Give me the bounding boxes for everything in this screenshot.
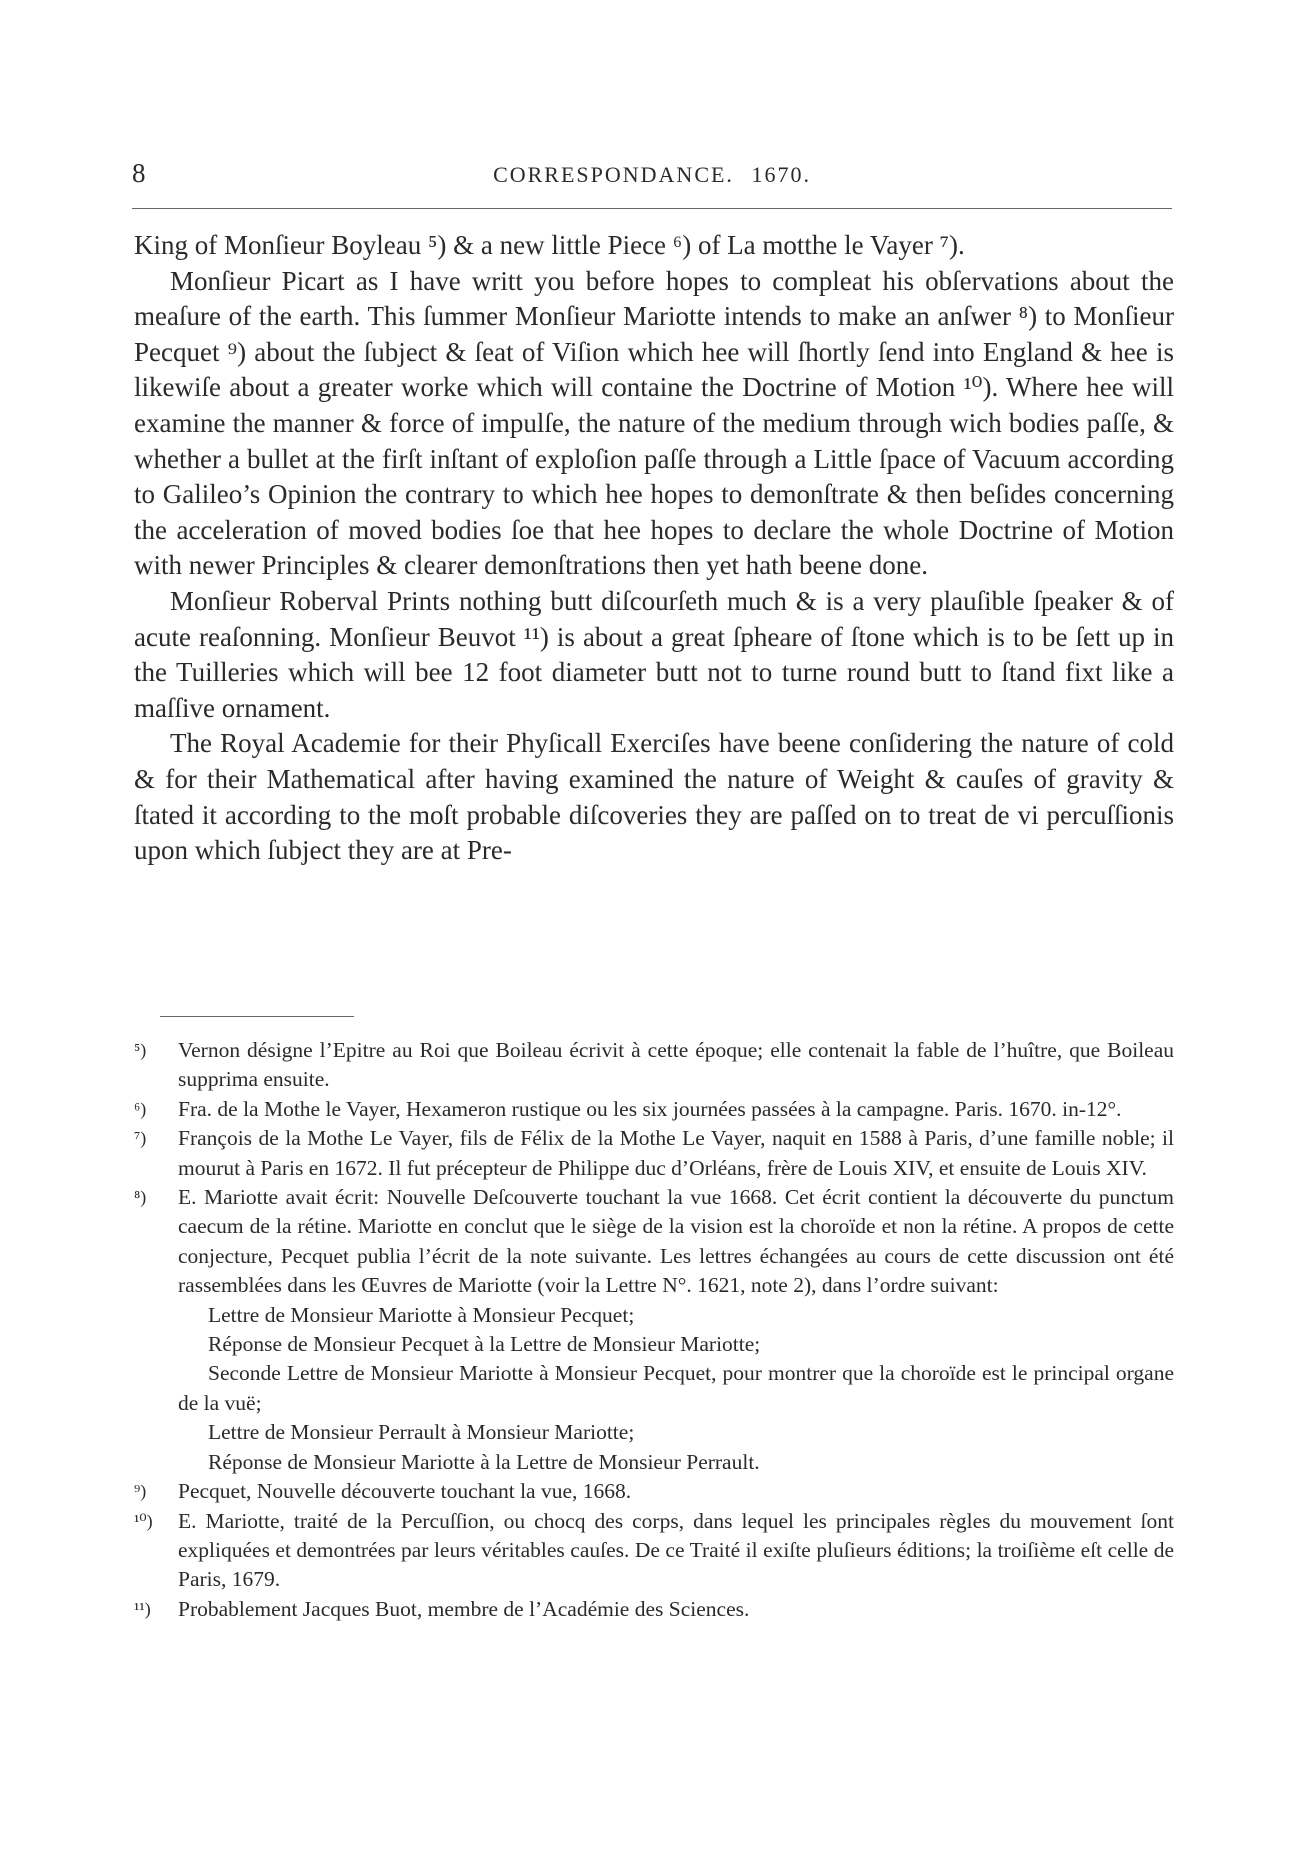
- paragraph: Monſieur Roberval Prints nothing butt diſcourſeth much & is a very plauſible ſpeaker & of acute reaſonning. Monſieur Beuvot ¹¹) is about a great ſpheare of ſtone which is to be ſett up in the Tuilleries which will bee 12 foot diameter butt not to turne round butt to ſtand fixt like a maſſive ornament.: [134, 585, 1174, 723]
- main-text: [134, 228, 1174, 869]
- page-number: 8: [132, 158, 146, 188]
- footnote-marker: ⁷): [134, 1128, 147, 1149]
- footnote-10: [134, 1507, 1174, 1595]
- footnote-marker: ¹⁰): [134, 1510, 153, 1531]
- footnote-sub-line: Réponse de Monsieur Mariotte à la Lettre de Monsieur Perrault.: [208, 1449, 760, 1474]
- running-header: [132, 158, 1172, 202]
- footnote-8: [134, 1183, 1174, 1477]
- running-title-text: CORRESPONDANCE.: [493, 162, 734, 187]
- footnote-text: E. Mariotte avait écrit: Nouvelle Deſcouverte touchant la vue 1668. Cet écrit contient la découverte du punctum caecum de la rétine. Mariotte en conclut que le siège de la vision est la choroïde et non la rétine. A propos de cette conjecture, Pecquet publia l’écrit de la note suivante. Les lettres échangées au cours de cette discussion ont été rassemblées dans les Œuvres de Mariotte (voir la Lettre N°. 1621, note 2), dans l’ordre suivant:: [178, 1185, 1174, 1298]
- footnote-text: E. Mariotte, traité de la Percuſſion, ou chocq des corps, dans lequel les principales règles du mouvement ſont expliquées et demontrées par leurs véritables cauſes. De ce Traité il exiſte pluſieurs éditions; la troiſième eſt celle de Paris, 1679.: [178, 1508, 1174, 1592]
- running-title: [132, 162, 1172, 188]
- header-rule: [132, 208, 1172, 209]
- footnote-5: [134, 1036, 1174, 1095]
- footnote-marker: ⁹): [134, 1481, 147, 1502]
- footnote-marker: ⁶): [134, 1098, 147, 1119]
- paragraph: Monſieur Picart as I have writt you before hopes to compleat his obſervations about the meaſure of the earth. This ſummer Monſieur Mariotte intends to make an anſwer ⁸) to Monſieur Pecquet ⁹) about the ſubject & ſeat of Viſion which hee will ſhortly ſend into England & hee is likewiſe about a greater worke which will containe the Doctrine of Motion ¹⁰). Where hee will examine the manner & force of impulſe, the nature of the medium through wich bodies paſſe, & whether a bullet at the firſt inſtant of exploſion paſſe through a Little ſpace of Vacuum according to Galileo’s Opinion the contrary to which hee hopes to demonſtrate & then beſides concerning the acceleration of moved bodies ſoe that hee hopes to declare the whole Doctrine of Motion with newer Principles & clearer demonſtrations then yet hath beene done.: [134, 265, 1174, 581]
- running-title-year: 1670.: [751, 162, 811, 187]
- footnote-sub-line: Lettre de Monsieur Perrault à Monsieur Mariotte;: [208, 1420, 635, 1445]
- footnote-separator: [160, 1016, 354, 1017]
- paragraph: King of Monſieur Boyleau ⁵) & a new little Piece ⁶) of La motthe le Vayer ⁷).: [134, 230, 965, 260]
- footnote-marker: ⁸): [134, 1187, 147, 1208]
- footnote-marker: ⁵): [134, 1040, 147, 1060]
- footnote-text: Probablement Jacques Buot, membre de l’Académie des Sciences.: [178, 1596, 750, 1621]
- footnotes: [134, 1036, 1174, 1624]
- footnote-text: Vernon désigne l’Epitre au Roi que Boileau écrivit à cette époque; elle contenait la fable de l’huître, que Boileau supprima ensuite.: [178, 1038, 1174, 1092]
- footnote-9: [134, 1477, 1174, 1506]
- footnote-6: [134, 1095, 1174, 1124]
- footnote-11: [134, 1595, 1174, 1624]
- footnote-7: [134, 1124, 1174, 1183]
- footnote-marker: ¹¹): [134, 1598, 151, 1619]
- footnote-sub-line: Seconde Lettre de Monsieur Mariotte à Monsieur Pecquet, pour montrer que la choroïde est le principal organe de la vuë;: [178, 1361, 1174, 1415]
- footnote-text: Pecquet, Nouvelle découverte touchant la vue, 1668.: [178, 1479, 632, 1504]
- footnote-sub-line: Lettre de Monsieur Mariotte à Monsieur Pecquet;: [208, 1302, 635, 1327]
- paragraph: The Royal Academie for their Phyſicall Exerciſes have beene conſidering the nature of cold & for their Mathematical after having examined the nature of Weight & cauſes of gravity & ſtated it according to the moſt probable diſcoveries they are paſſed on to treat de vi percuſſionis upon which ſubject they are at Pre-: [134, 728, 1174, 866]
- footnote-sub-line: Réponse de Monsieur Pecquet à la Lettre de Monsieur Mariotte;: [208, 1332, 761, 1357]
- footnote-text: Fra. de la Mothe le Vayer, Hexameron rustique ou les six journées passées à la campagne. Paris. 1670. in-12°.: [178, 1096, 1122, 1121]
- footnote-text: François de la Mothe Le Vayer, fils de Félix de la Mothe Le Vayer, naquit en 1588 à Paris, d’une famille noble; il mourut à Paris en 1672. Il fut précepteur de Philippe duc d’Orléans, frère de Louis XIV, et ensuite de Louis XIV.: [178, 1126, 1174, 1180]
